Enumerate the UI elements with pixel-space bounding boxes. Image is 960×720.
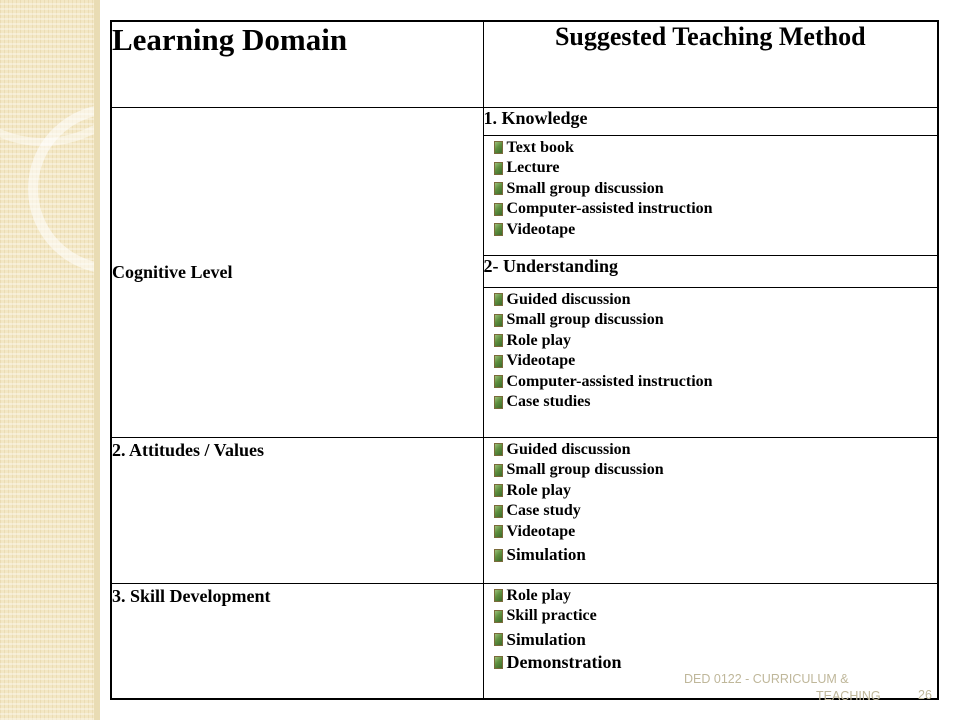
method-label: Computer-assisted instruction xyxy=(506,200,713,217)
square-bullet-icon xyxy=(494,464,503,477)
square-bullet-icon xyxy=(494,375,503,388)
square-bullet-icon xyxy=(494,443,503,456)
square-bullet-icon xyxy=(494,203,503,216)
knowledge-methods-list xyxy=(484,136,938,241)
square-bullet-icon xyxy=(494,162,503,175)
teaching-method-header: Suggested Teaching Method xyxy=(483,21,938,107)
slide-footer xyxy=(684,671,884,705)
method-label: Lecture xyxy=(506,159,560,176)
method-label: Videotape xyxy=(506,352,576,369)
header-row xyxy=(111,21,938,107)
cognitive-level-label: Cognitive Level xyxy=(112,261,233,282)
method-item xyxy=(494,372,938,393)
cognitive-level-cell xyxy=(111,107,483,437)
square-bullet-icon xyxy=(494,525,503,538)
method-item xyxy=(494,501,938,522)
method-item xyxy=(494,481,938,502)
understanding-methods-cell xyxy=(483,287,938,437)
attitudes-row xyxy=(111,437,938,583)
method-item xyxy=(494,630,938,651)
knowledge-heading-row xyxy=(111,107,938,135)
footer-course-line1: DED 0122 - CURRICULUM & xyxy=(684,672,849,686)
method-label: Small group discussion xyxy=(506,179,664,197)
square-bullet-icon xyxy=(494,656,503,669)
square-bullet-icon xyxy=(494,396,503,409)
square-bullet-icon xyxy=(494,334,503,347)
method-label: Computer-assisted instruction xyxy=(506,372,713,390)
square-bullet-icon xyxy=(494,633,503,646)
method-label: Role play xyxy=(506,586,571,604)
square-bullet-icon xyxy=(494,505,503,518)
method-item xyxy=(494,199,938,220)
method-label: Simulation xyxy=(506,629,586,649)
page-number: 26 xyxy=(918,688,932,702)
method-label: Role play xyxy=(506,481,571,499)
method-label: Videotape xyxy=(506,522,576,540)
method-label: Guided discussion xyxy=(506,440,631,458)
method-item xyxy=(494,220,938,241)
method-label: Case study xyxy=(506,502,581,519)
square-bullet-icon xyxy=(494,589,503,602)
square-bullet-icon xyxy=(494,549,503,562)
method-item xyxy=(494,522,938,543)
understanding-heading: 2- Understanding xyxy=(483,255,938,287)
method-label: Text book xyxy=(506,138,574,156)
knowledge-heading: 1. Knowledge xyxy=(483,107,938,135)
method-label: Simulation xyxy=(506,545,586,564)
attitudes-methods-list xyxy=(484,438,938,566)
method-item xyxy=(494,586,938,607)
square-bullet-icon xyxy=(494,182,503,195)
square-bullet-icon xyxy=(494,141,503,154)
method-item xyxy=(494,331,938,352)
square-bullet-icon xyxy=(494,355,503,368)
attitudes-label: 2. Attitudes / Values xyxy=(111,437,483,583)
understanding-methods-list xyxy=(484,288,938,413)
method-label: Skill practice xyxy=(506,607,597,624)
method-label: Small group discussion xyxy=(506,461,664,478)
method-label: Case studies xyxy=(506,393,591,410)
method-item xyxy=(494,606,938,627)
square-bullet-icon xyxy=(494,484,503,497)
attitudes-methods-cell xyxy=(483,437,938,583)
method-item xyxy=(494,179,938,200)
method-label: Guided discussion xyxy=(506,290,631,308)
method-label: Demonstration xyxy=(506,652,622,672)
method-label: Small group discussion xyxy=(506,311,664,328)
learning-domain-header: Learning Domain xyxy=(111,21,483,107)
teaching-methods-table xyxy=(110,20,939,700)
square-bullet-icon xyxy=(494,314,503,327)
method-item xyxy=(494,351,938,372)
method-item xyxy=(494,290,938,311)
square-bullet-icon xyxy=(494,610,503,623)
skills-methods-list xyxy=(484,584,938,673)
method-item xyxy=(494,440,938,461)
method-item xyxy=(494,545,938,566)
square-bullet-icon xyxy=(494,293,503,306)
footer-course-line2: TEACHING xyxy=(816,689,881,703)
square-bullet-icon xyxy=(494,223,503,236)
knowledge-methods-cell xyxy=(483,135,938,255)
method-label: Videotape xyxy=(506,220,576,238)
method-item xyxy=(494,652,938,673)
method-item xyxy=(494,158,938,179)
method-item xyxy=(494,392,938,413)
skills-label: 3. Skill Development xyxy=(111,583,483,699)
method-item xyxy=(494,460,938,481)
side-band-edge xyxy=(94,0,100,720)
decorative-side-band xyxy=(0,0,100,720)
method-item xyxy=(494,138,938,159)
method-label: Role play xyxy=(506,331,571,349)
method-item xyxy=(494,310,938,331)
